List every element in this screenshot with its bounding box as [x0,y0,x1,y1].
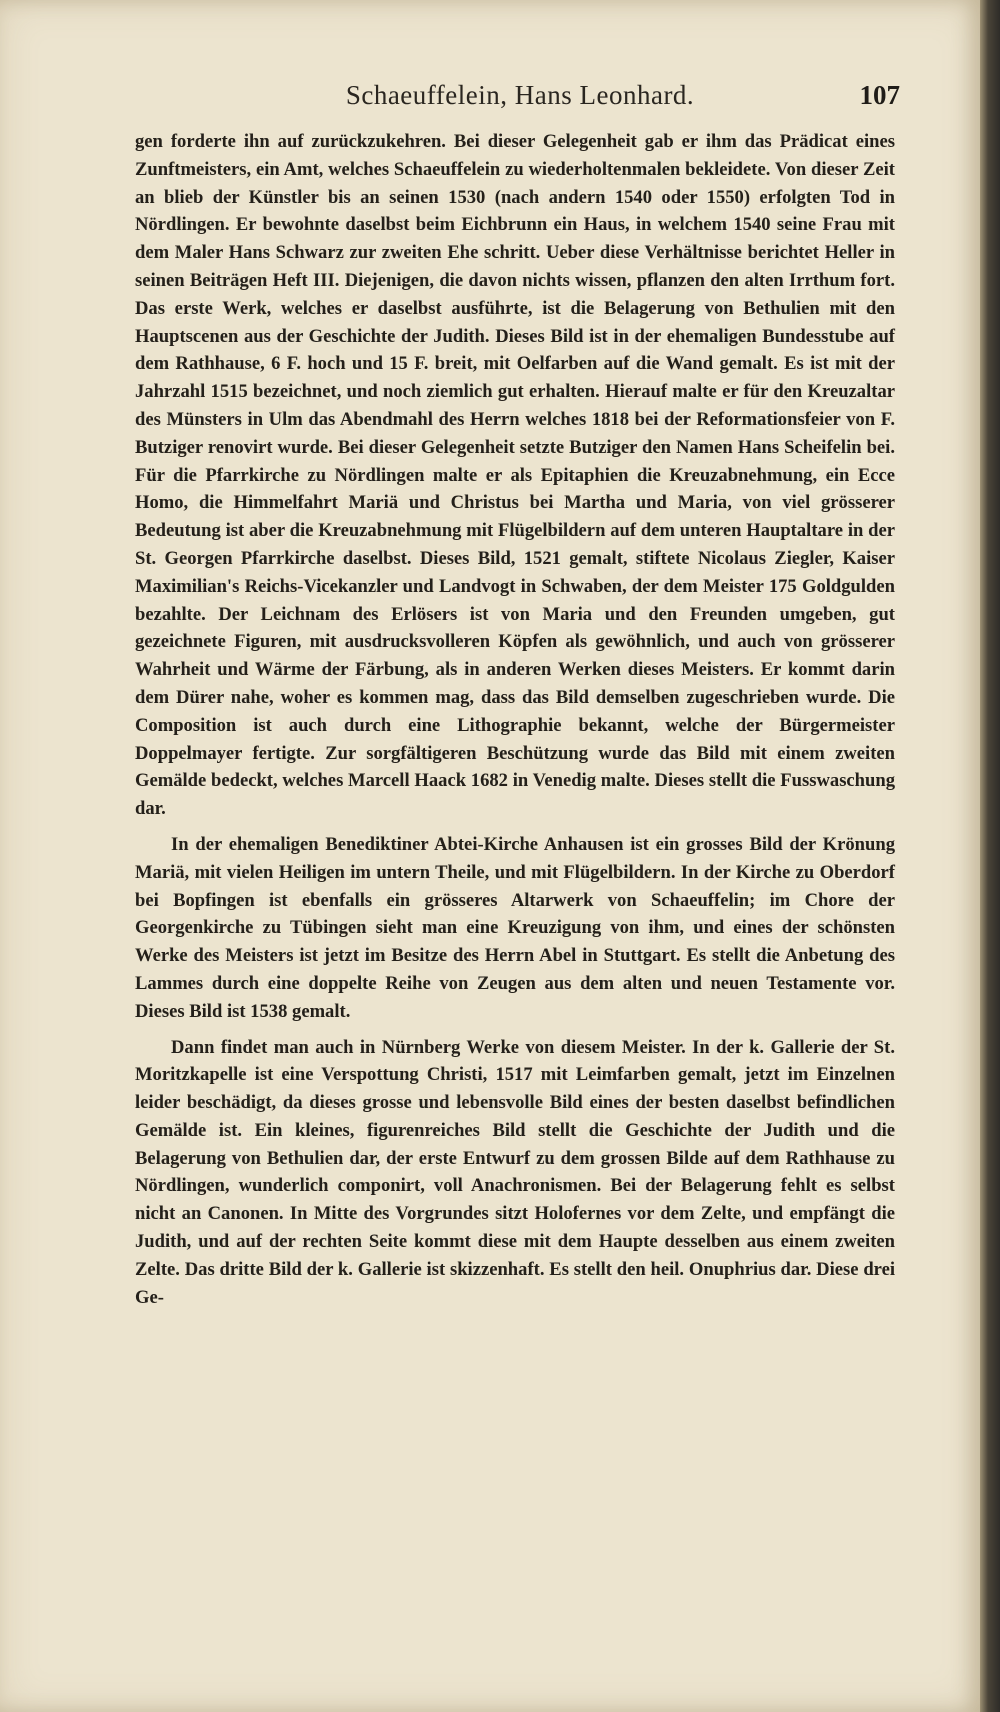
paragraph-3: Dann findet man auch in Nürnberg Werke von diesem Meister. In der k. Gallerie der St. Moritzkapelle ist eine Verspottung Christi, 1517 mit Leimfarben gemalt, jetzt im Einzelnen leider beschädigt, da dieses grosse und lebensvolle Bild eines der besten daselbst befindlichen Gemälde ist. Ein kleines, figurenreiches Bild stellt die Geschichte der Judith und die Belagerung von Bethulien dar, der erste Entwurf zu dem grossen Bilde auf dem Rathhause zu Nördlingen, wunderlich componirt, voll Anachronismen. Bei der Belagerung fehlt es selbst nicht an Canonen. In Mitte des Vorgrundes sitzt Holofernes vor dem Zelte, und empfängt die Judith, und auf der rechten Seite kommt diese mit dem Haupte desselben aus einem zweiten Zelte. Das dritte Bild der k. Gallerie ist skizzenhaft. Es stellt den heil. Onuphrius dar. Diese drei Ge- [135,1036,895,1308]
page-header [140,80,900,120]
paragraph-2: In der ehemaligen Benediktiner Abtei-Kirche Anhausen ist ein grosses Bild der Krönung Mariä, mit vielen Heiligen im untern Theile, und mit Flügelbildern. In der Kirche zu Oberdorf bei Bopfingen ist ebenfalls ein grösseres Altarwerk von Schaeuffelin; im Chore der Georgenkirche zu Tübingen sieht man eine Kreuzigung von ihm, und eines der schönsten Werke des Meisters ist jetzt im Besitze des Herrn Abel in Stuttgart. Es stellt die Anbetung des Lammes durch eine doppelte Reihe von Zeugen aus dem alten und neuen Testamente vor. Dieses Bild ist 1538 gemalt. [135,833,895,1022]
paragraph-1: gen forderte ihn auf zurückzukehren. Bei dieser Gelegenheit gab er ihm das Prädicat eines Zunftmeisters, ein Amt, welches Schaeuffelein zu wiederholtenmalen bekleidete. Von dieser Zeit an blieb der Künstler bis an seinen 1530 (nach andern 1540 oder 1550) erfolgten Tod in Nördlingen. Er bewohnte daselbst beim Eichbrunn ein Haus, in welchem 1540 seine Frau mit dem Maler Hans Schwarz zur zweiten Ehe schritt. Ueber diese Verhältnisse berichtet Heller in seinen Beiträgen Heft III. Diejenigen, die davon nichts wissen, pflanzen den alten Irrthum fort. Das erste Werk, welches er daselbst ausführte, ist die Belagerung von Bethulien mit den Hauptscenen aus der Geschichte der Judith. Dieses Bild ist in der ehemaligen Bundesstube auf dem Rathhause, 6 F. hoch und 15 F. breit, mit Oelfarben auf die Wand gemalt. Es ist mit der Jahrzahl 1515 bezeichnet, und noch ziemlich gut erhalten. Hierauf malte er für den Kreuzaltar des Münsters in Ulm das Abendmahl des Herrn welches 1818 bei der Reformationsfeier von F. Butziger renovirt wurde. Bei dieser Gelegenheit setzte Butziger den Namen Hans Scheifelin bei. Für die Pfarrkirche zu Nördlingen malte er als Epitaphien die Kreuzabnehmung, ein Ecce Homo, die Himmelfahrt Mariä und Christus bei Martha und Maria, von viel grösserer Bedeutung ist aber die Kreuzabnehmung mit Flügelbildern auf dem unteren Hauptaltare in der St. Georgen Pfarrkirche daselbst. Dieses Bild, 1521 gemalt, stiftete Nicolaus Ziegler, Kaiser Maximilian's Reichs-Vicekanzler und Landvogt in Schwaben, der dem Meister 175 Goldgulden bezahlte. Der Leichnam des Erlösers ist von Maria und den Freunden umgeben, gut gezeichnete Figuren, mit ausdrucksvolleren Köpfen als gewöhnlich, und auch von grösserer Wahrheit und Wärme der Färbung, als in anderen Werken dieses Meisters. Er kommt darin dem Dürer nahe, woher es kommen mag, dass das Bild demselben zugeschrieben wurde. Die Composition ist auch durch eine Lithographie bekannt, welche der Bürgermeister Doppelmayer fertigte. Zur sorgfältigeren Beschützung wurde das Bild mit einem zweiten Gemälde bedeckt, welches Marcell Haack 1682 in Venedig malte. Dieses stellt die Fusswaschung dar. [135,131,895,820]
page-number: 107 [859,80,900,110]
page-edge [980,0,1000,1712]
body-text [135,128,895,1319]
running-title: Schaeuffelein, Hans Leonhard. [345,80,695,110]
